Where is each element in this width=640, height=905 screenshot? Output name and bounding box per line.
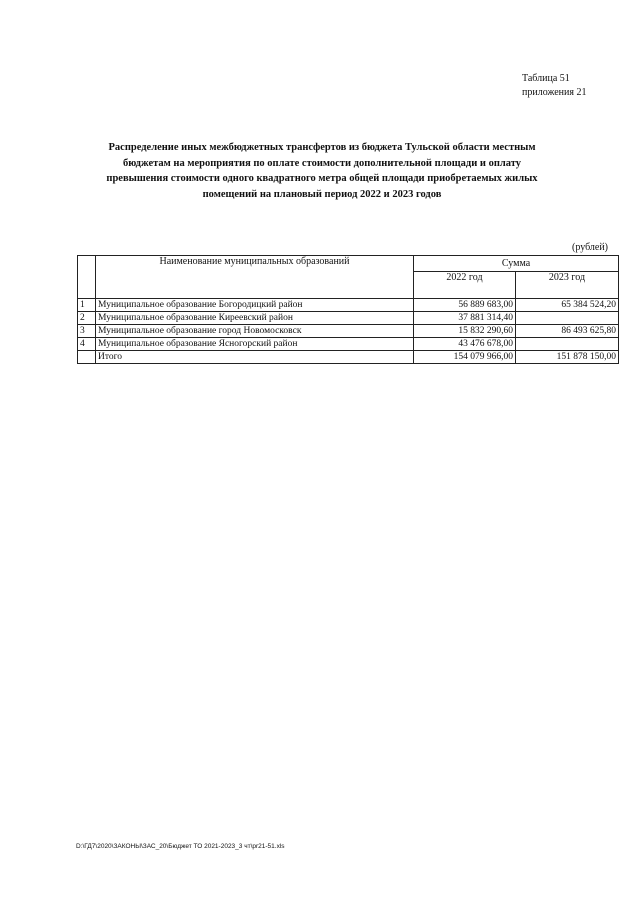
amount-2023: 65 384 524,20: [516, 299, 619, 312]
row-number: 3: [78, 325, 96, 338]
amount-2023: [516, 338, 619, 351]
row-number: [78, 351, 96, 364]
row-number: 1: [78, 299, 96, 312]
total-row: [78, 351, 619, 364]
header-name-cell: Наименование муниципальных образований: [96, 256, 414, 299]
title-line-2: бюджетам на мероприятия по оплате стоимости дополнительной площади и оплату: [122, 157, 522, 169]
amount-2022: 37 881 314,40: [414, 312, 516, 325]
appendix-label: приложения 21: [522, 87, 587, 98]
file-path-footer: D:\ГД7\2020\ЗАКОНЫ\ЗАС_20\Бюджет ТО 2021-2023_3 чт\pr21-51.xls: [76, 843, 285, 850]
municipality-name: Муниципальное образование Богородицкий район: [96, 299, 414, 312]
header-sum-cell: Сумма: [414, 256, 619, 272]
municipality-name: Муниципальное образование город Новомосковск: [96, 325, 414, 338]
table-row: [78, 338, 619, 351]
header-num-cell: [78, 256, 96, 299]
document-title: [86, 140, 558, 202]
title-line-3: превышения стоимости одного квадратного метра общей площади приобретаемых жилых: [106, 173, 538, 184]
total-2023: 151 878 150,00: [516, 351, 619, 364]
transfers-table: [77, 255, 619, 364]
total-2022: 154 079 966,00: [414, 351, 516, 364]
title-line-4: помещений на плановый период 2022 и 2023 годов: [202, 188, 442, 200]
municipality-name: Муниципальное образование Ясногорский район: [96, 338, 414, 351]
table-number: Таблица 51: [522, 73, 570, 84]
table-row: [78, 299, 619, 312]
title-line-1: Распределение иных межбюджетных трансфертов из бюджета Тульской области местным: [108, 142, 536, 153]
municipality-name: Муниципальное образование Киреевский район: [96, 312, 414, 325]
amount-2022: 15 832 290,60: [414, 325, 516, 338]
header-2023-cell: 2023 год: [516, 272, 619, 299]
table-row: [78, 312, 619, 325]
row-number: 2: [78, 312, 96, 325]
table-reference: [522, 72, 586, 100]
table-row: [78, 325, 619, 338]
amount-2023: 86 493 625,80: [516, 325, 619, 338]
row-number: 4: [78, 338, 96, 351]
amount-2023: [516, 312, 619, 325]
total-label: Итого: [96, 351, 414, 364]
amount-2022: 56 889 683,00: [414, 299, 516, 312]
header-2022-cell: 2022 год: [414, 272, 516, 299]
amount-2022: 43 476 678,00: [414, 338, 516, 351]
units-label: (рублей): [572, 242, 609, 253]
